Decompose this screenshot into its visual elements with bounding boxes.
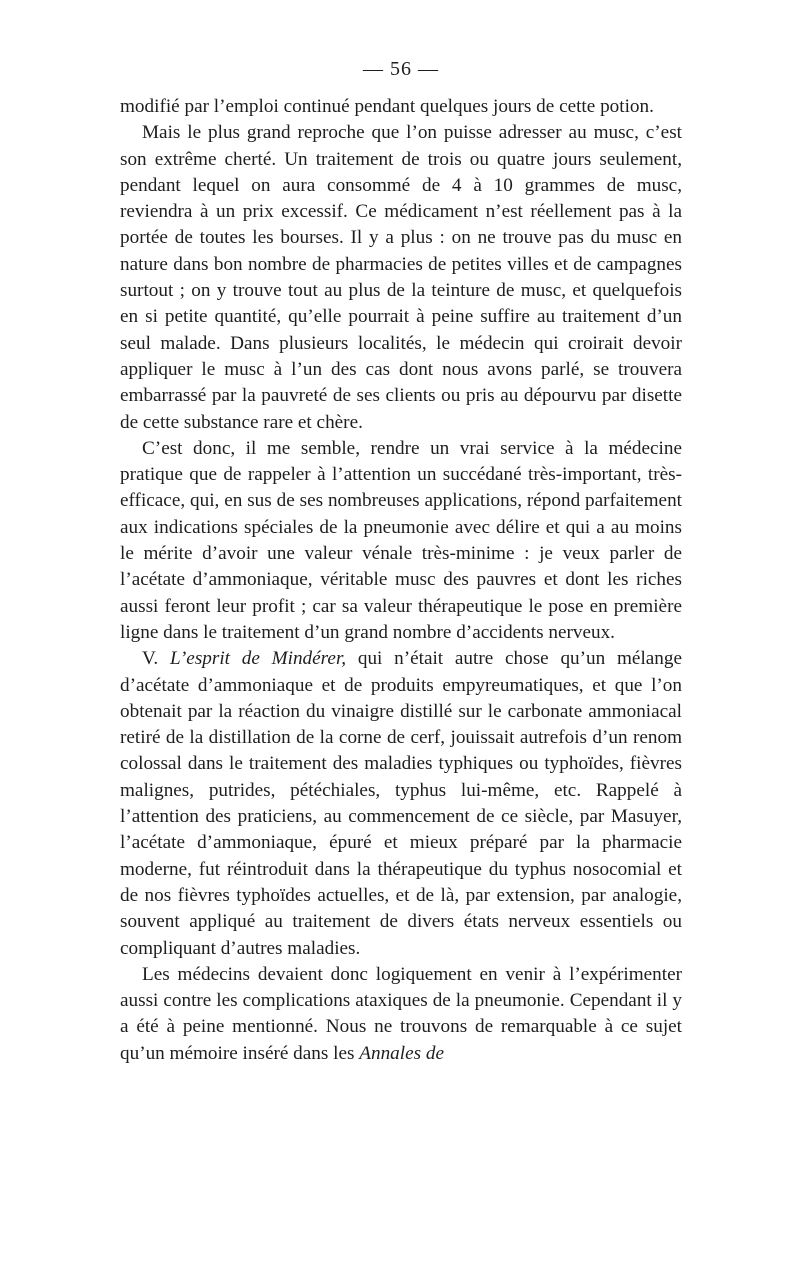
- section-number: V.: [142, 648, 159, 670]
- paragraph-musc-cost: [120, 120, 682, 436]
- paragraph-text: Les médecins devaient donc logiquement en venir à l’expérimenter aussi contre les complications ataxiques de la pneumonie. Cependant il y a été à peine mentionné. Nous ne trouvons de remarquable à ce sujet qu’un mémoire inséré dans les: [120, 963, 682, 1064]
- paragraph-text: Mais le plus grand reproche que l’on puisse adresser au musc, c’est son extrême cherté. Un traitement de trois ou quatre jours seulement, pendant lequel on aura consommé de 4 à 10 grammes de musc, reviendra à un prix excessif. Ce médicament n’est réellement pas à la portée de toutes les bourses. Il y a plus : on ne trouve pas du musc en nature dans bon nombre de pharmacies de petites villes et de campagnes surtout ; on y trouve tout au plus de la teinture de musc, et quelquefois en si petite quantité, qu’elle pourrait à peine suffire au traitement d’un seul malade. Dans plusieurs localités, le médecin qui croirait devoir appliquer le musc à l’un des cas dont nous avons parlé, se trouvera embarrassé par la pauvreté de ses clients ou pris au dépourvu par disette de cette substance rare et chère.: [120, 122, 682, 433]
- italic-journal-title: Annales de: [359, 1042, 444, 1064]
- paragraph-ataxic-complications: [120, 962, 682, 1067]
- paragraph-acetate-substitute: [120, 436, 682, 646]
- page-number: — 56 —: [363, 58, 439, 80]
- paragraph-text: qui n’était autre chose qu’un mélange d’acétate d’ammoniaque et de produits empyreumatiques, et que l’on obtenait par la réaction du vinaigre distillé sur le carbonate ammoniacal retiré de la distillation de la corne de cerf, jouissait autrefois d’un renom colossal dans le traitement des maladies typhiques ou typhoïdes, fièvres malignes, putrides, pétéchiales, typhus lui-même, etc. Rappelé à l’attention des praticiens, au commencement de ce siècle, par Masuyer, l’acétate d’ammoniaque, épuré et mieux préparé par la pharmacie moderne, fut réintroduit dans la thérapeutique du typhus nosocomial et de nos fièvres typhoïdes actuelles, et de là, par extension, par analogie, souvent appliqué au traitement de divers états nerveux essentiels ou compliquant d’autres maladies.: [120, 648, 682, 959]
- paragraph-continuation: [120, 94, 682, 120]
- paragraph-text: C’est donc, il me semble, rendre un vrai service à la médecine pratique que de rappeler à l’attention un succédané très-important, très-efficace, qui, en sus de ses nombreuses applications, répond parfaitement aux indications spéciales de la pneumonie avec délire et qui a au moins le mérite d’avoir une valeur vénale très-minime : je veux parler de l’acétate d’ammoniaque, véritable musc des pauvres et dont les riches aussi feront leur profit ; car sa valeur thérapeutique le pose en première ligne dans le traitement d’un grand nombre d’accidents nerveux.: [120, 437, 682, 643]
- book-page: [120, 56, 682, 1067]
- paragraph-section-v: [120, 646, 682, 962]
- paragraph-text: modifié par l’emploi continué pendant quelques jours de cette potion.: [120, 96, 654, 117]
- italic-title-esprit-minderer: L’esprit de Mindérer,: [169, 648, 347, 670]
